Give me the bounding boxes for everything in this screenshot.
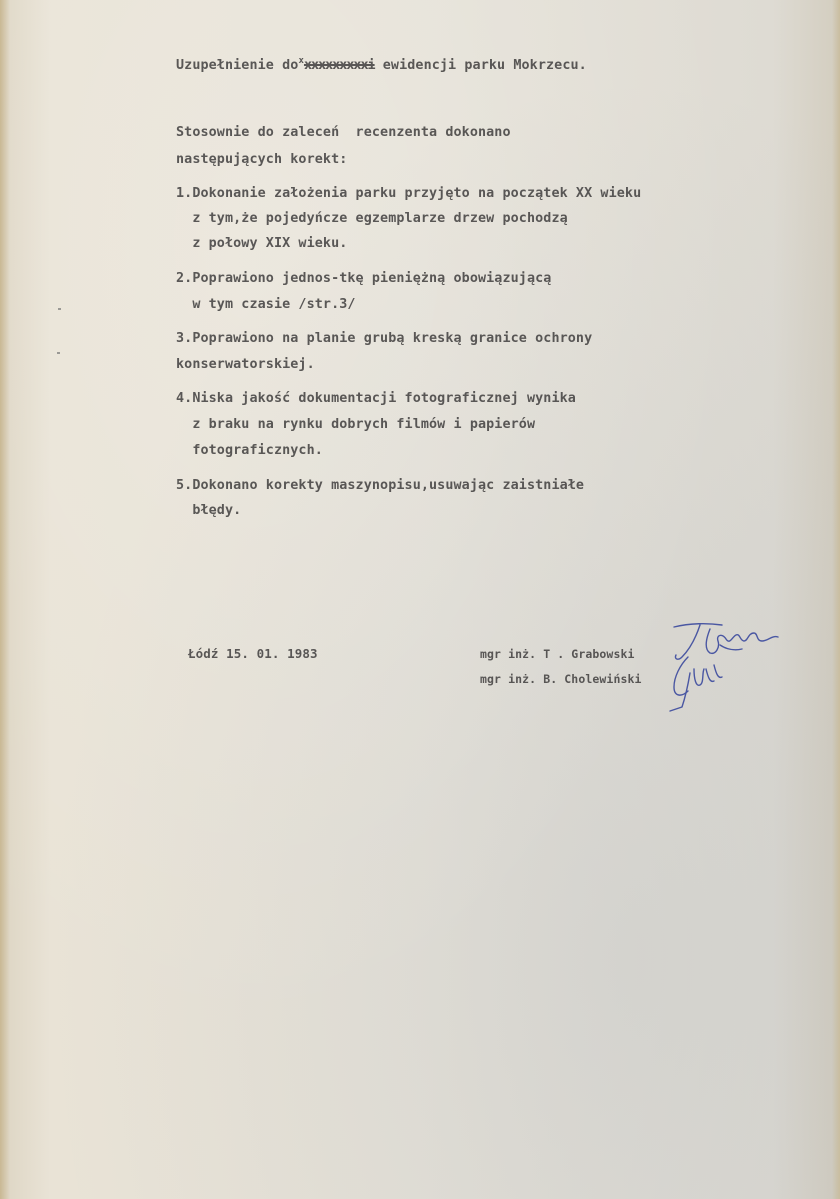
item-4-line-1: 4.Niska jakość dokumentacji fotograficznej wynika [176, 391, 576, 406]
title-suffix: ewidencji parku Mokrzecu. [374, 58, 587, 73]
paper-edge-left [0, 0, 10, 1199]
item-3-line-1: 3.Poprawiono na planie grubą kreską granice ochrony [176, 331, 593, 346]
item-5-line-2: błędy. [176, 503, 242, 518]
intro-line-1: Stosownie do zaleceń recenzenta dokonano [176, 125, 511, 140]
title-prefix: Uzupełnienie do [176, 58, 299, 73]
item-4-line-2: z braku na rynku dobrych filmów i papierów [176, 417, 536, 432]
item-2-line-1: 2.Poprawiono jednos-tkę pieniężną obowiązującą [176, 271, 552, 286]
paper-edge-right [832, 0, 840, 1199]
item-5-line-1: 5.Dokonano korekty maszynopisu,usuwając zaistniałe [176, 478, 585, 493]
item-1-line-2: z tym,że pojedyńcze egzemplarze drzew pochodzą [176, 211, 568, 226]
title-struck-text: xxxxxxxxxi [303, 58, 375, 73]
paper-speck [57, 352, 60, 354]
intro-line-2: następujących korekt: [176, 152, 348, 167]
item-3-line-2: konserwatorskiej. [176, 357, 315, 372]
item-1-line-3: z połowy XIX wieku. [176, 236, 348, 251]
place-date: Łódź 15. 01. 1983 [188, 646, 318, 661]
document-title [176, 58, 587, 75]
signatory-2: mgr inż. B. Cholewiński [480, 672, 642, 686]
signatory-1: mgr inż. T . Grabowski [480, 647, 635, 661]
title-superscript: x [298, 56, 304, 66]
handwritten-signature [660, 615, 790, 715]
item-4-line-3: fotograficznych. [176, 443, 323, 458]
item-2-line-2: w tym czasie /str.3/ [176, 297, 356, 312]
paper-speck [58, 308, 61, 310]
item-1-line-1: 1.Dokonanie założenia parku przyjęto na początek XX wieku [176, 186, 642, 201]
